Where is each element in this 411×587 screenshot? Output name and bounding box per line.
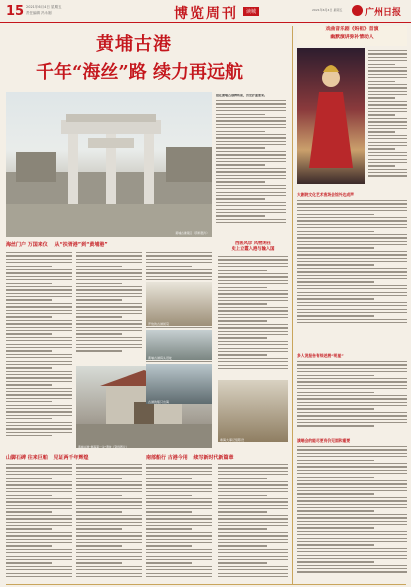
photo-wharf xyxy=(146,330,212,360)
section-2-heading xyxy=(218,241,288,253)
sidebar-title-line1: 戏曲音乐剧《妈祖》首演 xyxy=(325,27,379,32)
section-1-col-a xyxy=(6,252,72,452)
page-number: 15 xyxy=(6,4,25,19)
sidebar-text-3 xyxy=(297,361,407,433)
header-title: 博览周刊 xyxy=(174,6,238,22)
section-2-subtitle: 史上立霞入港与输入国 xyxy=(231,247,275,252)
section-4-title: 南部船行 古港今用 xyxy=(146,455,188,461)
header-meta-right: 2021年6月4日 星期五 xyxy=(312,8,343,12)
photo-street xyxy=(146,282,212,326)
sidebar-lead-text xyxy=(368,50,407,184)
photo-exhibition xyxy=(218,380,288,442)
section-3-subtitle: 见证两千年辉煌 xyxy=(53,455,89,461)
lead-summary xyxy=(216,94,286,234)
opera-performer-icon xyxy=(297,48,365,184)
brand-logo xyxy=(352,4,406,18)
lead-title-line1: 黄埔古港 xyxy=(96,34,172,55)
photo-customs-caption: 黄埔古港“粤海第一关”遗址（资料图片） xyxy=(78,445,129,448)
section-3-col-b xyxy=(76,464,142,582)
section-1-heading xyxy=(6,241,146,248)
section-3-heading xyxy=(6,454,146,461)
page-header xyxy=(0,0,411,23)
section-2-title: 西医风诊 风物闲在 xyxy=(235,241,271,246)
photo-ship-caption: 古港的船只出海 xyxy=(148,400,170,404)
sidebar-title-line2: 幽默演讲弥补情动人 xyxy=(330,35,374,40)
header-section-badge: 读城 xyxy=(243,7,259,16)
header-meta-left-2: 责任编辑 冯永刚 xyxy=(26,11,52,15)
bottom-rule xyxy=(6,584,406,585)
section-4-col-a xyxy=(146,464,212,582)
section-3-title: 山脚石碑 往来巨舶 xyxy=(6,455,48,461)
photo-wharf-caption: 黄埔古港码头旧址 xyxy=(148,356,173,360)
sidebar-text-4 xyxy=(297,446,407,580)
section-2-col xyxy=(218,256,288,374)
sidebar xyxy=(292,26,408,584)
section-1-subtitle: 从“扶胥港”到“黄埔港” xyxy=(54,242,108,248)
sidebar-headline-4: 演唱会的能尽更有价见面和重要 xyxy=(297,438,351,443)
brand-name: 广州日报 xyxy=(365,8,402,18)
lead-photo-caption: 黄埔古港景区（资料图片） xyxy=(175,231,209,235)
sidebar-headline-3: 多人说报告有综述展“明星” xyxy=(297,353,344,358)
photo-exhibition-caption: 粤海大事记馆陈设 xyxy=(220,438,245,442)
section-4-subtitle: 续写新时代新篇章 xyxy=(193,455,234,461)
header-meta-left: 2021年6月4日 星期五 xyxy=(26,5,62,9)
section-4-col-b xyxy=(218,464,288,582)
lead-summary-text: 站在黄埔古港牌坊前，历史扑面而来。 xyxy=(216,94,268,97)
photo-ship xyxy=(146,364,212,404)
brand-emblem-icon xyxy=(352,5,363,16)
section-1-col-b xyxy=(76,252,142,362)
lead-summary-lines xyxy=(216,100,286,230)
lead-photo xyxy=(6,92,212,237)
lead-photo-archway-icon xyxy=(6,92,212,237)
section-3-col-a xyxy=(6,464,72,582)
sidebar-text-2 xyxy=(297,200,407,330)
section-1-title: 海丝门户 万国来仪 xyxy=(6,242,48,248)
lead-title-block xyxy=(6,26,288,88)
section-4-heading xyxy=(146,454,288,461)
sidebar-title-box xyxy=(297,26,407,46)
photo-street-caption: 开放的古港街景 xyxy=(148,322,170,326)
sidebar-headline-2: 大剧院文化艺术夜场会馆外达成声 xyxy=(297,192,354,197)
lead-title-line2: 千年“海丝”路 续力再远航 xyxy=(36,62,243,83)
sidebar-opera-photo xyxy=(297,48,365,184)
